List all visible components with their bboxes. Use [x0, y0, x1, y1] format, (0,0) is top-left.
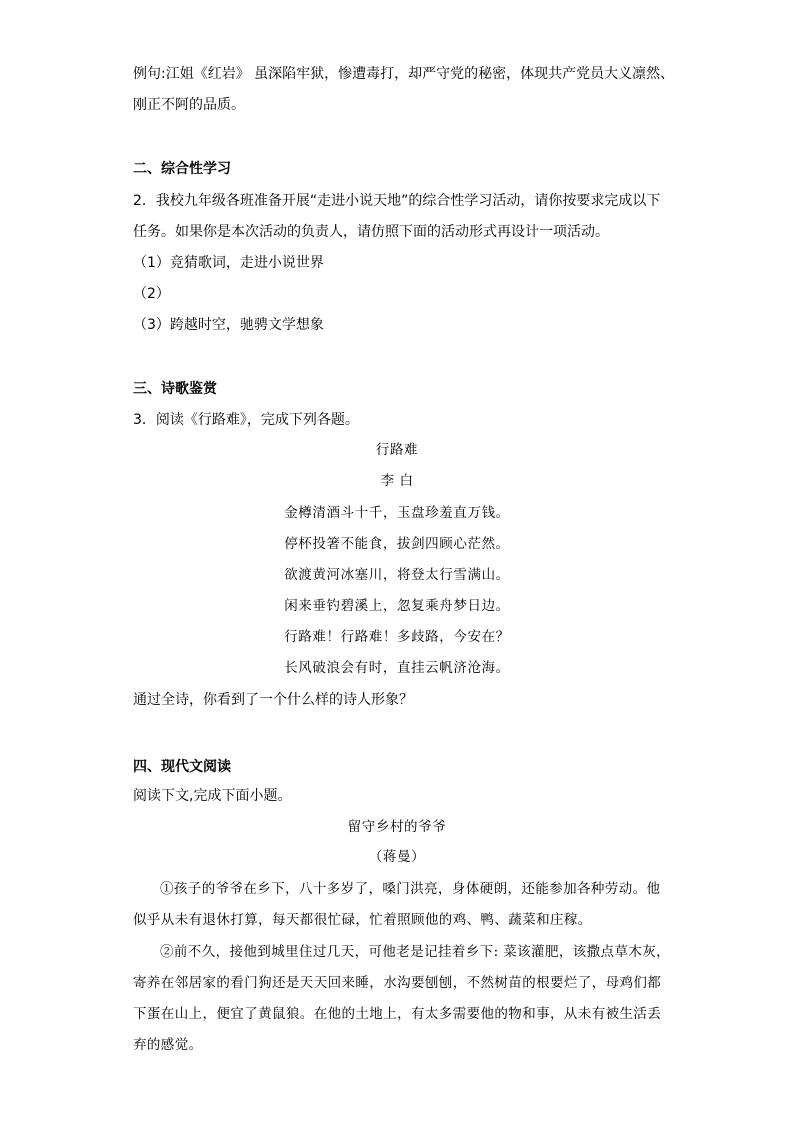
poem-line-6: 长风破浪会有时，直挂云帆济沧海。	[284, 660, 510, 676]
paragraph-2-line-4: 弃的感觉。	[133, 1037, 203, 1053]
intro-line-2: 刚正不阿的品质。	[133, 97, 245, 113]
section-3-heading: 三、诗歌鉴赏	[133, 381, 217, 397]
section-4-heading: 四、现代文阅读	[133, 759, 231, 775]
poem-author: 李 白	[380, 473, 414, 489]
paragraph-1-line-2: 似乎从未有退休打算，每天都很忙碌，忙着照顾他的鸡、鸭、蔬菜和庄稼。	[133, 912, 592, 928]
poem-line-5: 行路难！行路难！多歧路，今安在？	[284, 629, 510, 645]
section-2-heading: 二、综合性学习	[133, 161, 231, 177]
activity-item-2: （2）	[133, 286, 170, 302]
poem-line-1: 金樽清酒斗十千，玉盘珍羞直万钱。	[284, 505, 510, 521]
question-2-line-1: 2．我校九年级各班准备开展“走进小说天地”的综合性学习活动，请你按要求完成以下	[133, 193, 661, 209]
article-title: 留守乡村的爷爷	[347, 819, 447, 835]
paragraph-2-line-3: 下蛋在山上，便宜了黄鼠狼。在他的土地上，有太多需要他的物和事，从未有被生活丢	[133, 1006, 662, 1022]
activity-item-3: （3）跨越时空，驰骋文学想象	[133, 317, 324, 333]
poem-prompt: 通过全诗，你看到了一个什么样的诗人形象？	[133, 692, 413, 708]
question-2-line-2: 任务。如果你是本次活动的负责人，请仿照下面的活动形式再设计一项活动。	[133, 224, 609, 240]
poem-line-2: 停杯投箸不能食，拔剑四顾心茫然。	[284, 536, 510, 552]
article-author: （蒋曼）	[368, 849, 426, 865]
poem-line-4: 闲来垂钓碧溪上，忽复乘舟梦日边。	[284, 598, 510, 614]
poem-title: 行路难	[375, 442, 419, 458]
poem-line-3: 欲渡黄河冰塞川，将登太行雪满山。	[284, 567, 510, 583]
reading-instruction: 阅读下文,完成下面小题。	[133, 788, 292, 804]
question-3: 3．阅读《行路难》，完成下列各题。	[133, 412, 359, 428]
paragraph-2-line-1: ②前不久，接他到城里住过几天，可他老是记挂着乡下: 菜该灌肥，该撒点草木灰，	[160, 944, 671, 960]
paragraph-2-line-2: 寄养在邻居家的看门狗还是天天回来睡，水沟要刨刨，不然树苗的根要烂了，母鸡们都	[133, 975, 662, 991]
paragraph-1-line-1: ①孩子的爷爷在乡下，八十多岁了，嗓门洪亮，身体硬朗，还能参加各种劳动。他	[160, 881, 661, 897]
intro-line-1: 例句:江姐《红岩》 虽深陷牢狱，惨遭毒打，却严守党的秘密，体现共产党员大义凛然、	[133, 66, 675, 82]
activity-item-1: （1）竞猜歌词，走进小说世界	[133, 255, 324, 271]
